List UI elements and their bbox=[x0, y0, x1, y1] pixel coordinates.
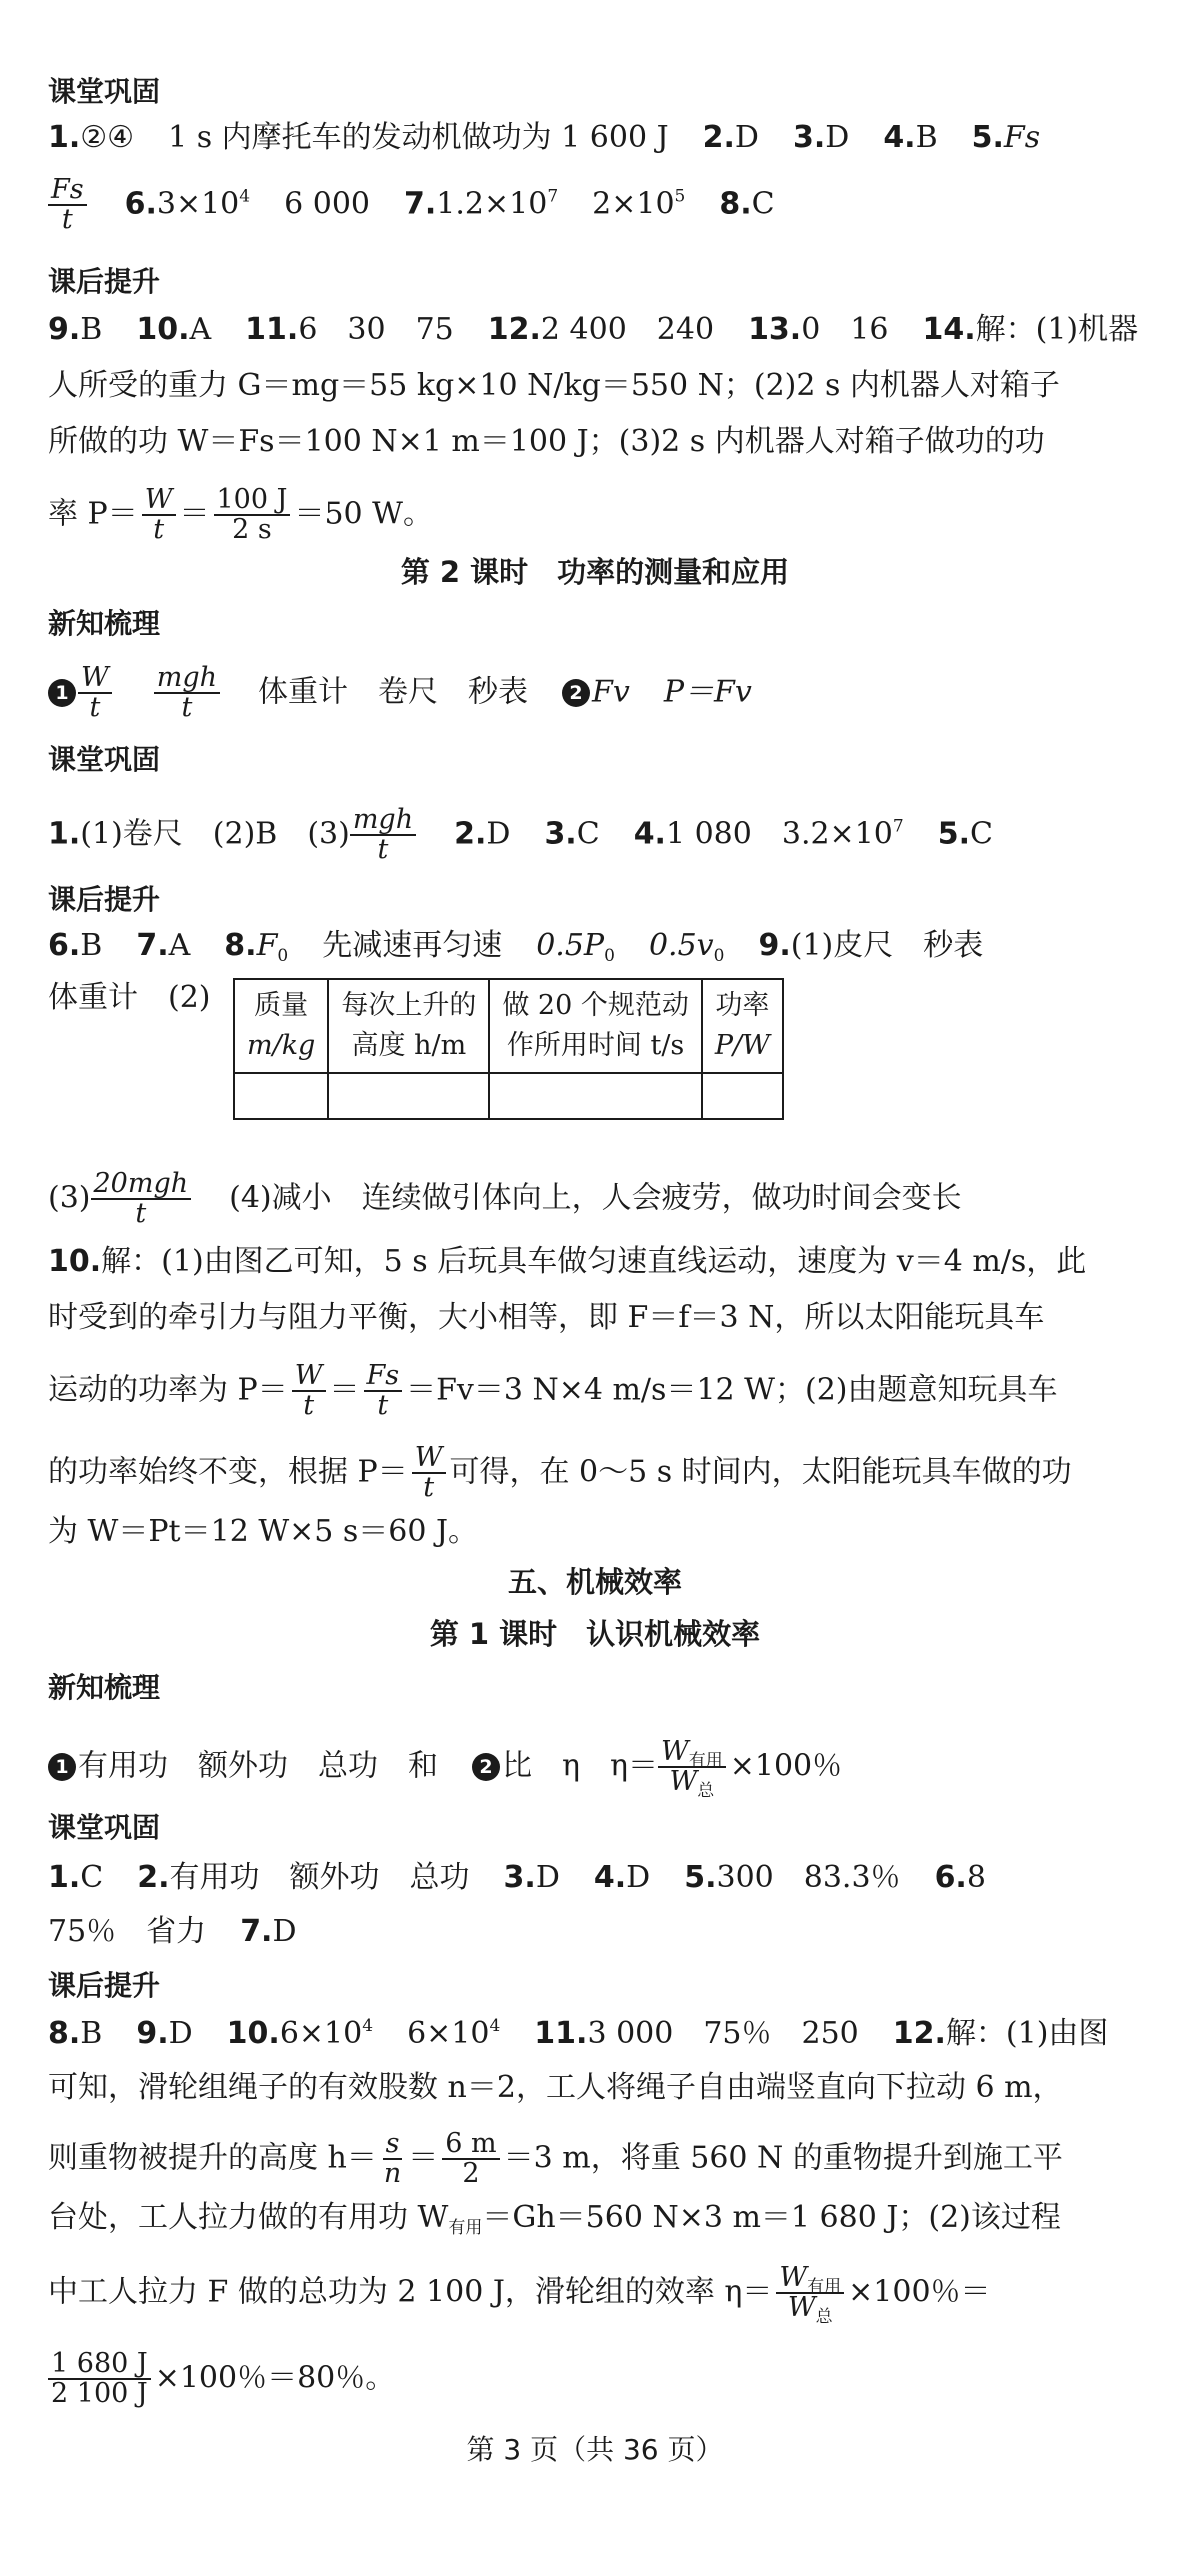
answer-line: $\frac{Fs}{t}$ $6.3\times 10^4$ 6 000 $7.1.2\times 10^7$ $2\times 10^5$ 8.C bbox=[48, 176, 775, 235]
data-table bbox=[233, 978, 784, 1120]
section-heading-new: 新知梳理 bbox=[48, 607, 161, 640]
answer-line: 10.解：(1)由图乙可知，5 s 后玩具车做匀速直线运动，速度为 v＝4 m/s，此 bbox=[48, 1244, 1087, 1279]
lesson-title: 第 2 课时 功率的测量和应用 bbox=[400, 555, 790, 589]
lesson-title: 第 1 课时 认识机械效率 bbox=[429, 1617, 761, 1651]
table-header-cell: 每次上升的 高度 h/m bbox=[328, 979, 489, 1073]
table-cell bbox=[489, 1073, 702, 1119]
answer-line: 9.B 10.A 11.6 30 75 12.2 400 240 13.0 16 14.解：(1)机器 bbox=[48, 312, 1139, 347]
table-cell bbox=[328, 1073, 489, 1119]
answer-line: (3) 20mgh t (4)减小 连续做引体向上，人会疲劳，做功时间会变长 bbox=[48, 1168, 962, 1230]
page-footer: 第 3 页（共 36 页） bbox=[466, 2433, 724, 2466]
answer-line: 1.(1)卷尺 (2)B (3) mgh t 2.D 3.C 4.1 080 $3.2\times 10^7$ 5.C bbox=[48, 804, 993, 866]
table-header-cell: 功率 P/W bbox=[702, 979, 783, 1073]
answer-line: 1.②④ 1 s 内摩托车的发动机做功为 1 600 J 2.D 3.D 4.B 5.Fs bbox=[48, 120, 1041, 155]
answer-line: 1 有用功 额外功 总功 和 2 比 η η＝ $W_{有用}$ $W_总$ ×100％ bbox=[48, 1738, 842, 1797]
answer-line: 运动的功率为 P＝ $\frac{W}{t}$ ＝ $\frac{Fs}{t}$ ＝Fv＝3 N×4 m/s＝12 W；(2)由题意知玩具车 bbox=[48, 1360, 1058, 1422]
section-heading-new: 新知梳理 bbox=[48, 1671, 161, 1704]
section-heading-class: 课堂巩固 bbox=[48, 743, 161, 776]
answer-line: 体重计 (2) bbox=[48, 980, 211, 1015]
answer-line: 则重物被提升的高度 h＝ $\frac{s}{n}$ ＝ $\frac{6 m}{2}$ ＝3 m，将重 560 N 的重物提升到施工平 bbox=[48, 2128, 1063, 2190]
answer-line: $\frac{1 680 J}{2 100 J}$ ×100％＝80％。 bbox=[48, 2350, 395, 2409]
section-heading-class: 课堂巩固 bbox=[48, 1811, 161, 1844]
table-header-row bbox=[234, 979, 783, 1073]
answer-line: 1 $\frac{W}{t}$ mgh t 体重计 卷尺 秒表 2 Fv P＝Fv bbox=[48, 664, 752, 723]
answer-line: 时受到的牵引力与阻力平衡，大小相等，即 F＝f＝3 N，所以太阳能玩具车 bbox=[48, 1300, 1045, 1335]
answer-line: 8.B 9.D $10.6\times 10^4$ $6\times 10^4$ 11.3 000 75％ 250 12.解：(1)由图 bbox=[48, 2016, 1109, 2051]
fraction: $\frac{Fs}{t}$ bbox=[48, 176, 87, 235]
table-cell bbox=[234, 1073, 328, 1119]
section-heading-after: 课后提升 bbox=[48, 883, 161, 916]
answer-line: 中工人拉力 F 做的总功为 2 100 J，滑轮组的效率 η＝ $W_{有用}$ $W_总$ ×100％＝ bbox=[48, 2262, 991, 2328]
chapter-title: 五、机械效率 bbox=[507, 1565, 682, 1599]
table-header-cell: 做 20 个规范动 作所用时间 t/s bbox=[489, 979, 702, 1073]
number-marker-icon: 2 bbox=[472, 1753, 500, 1781]
section-heading-after: 课后提升 bbox=[48, 265, 161, 298]
answer-line: 为 W＝Pt＝12 W×5 s＝60 J。 bbox=[48, 1514, 479, 1549]
answer-line: 可知，滑轮组绳子的有效股数 n＝2，工人将绳子自由端竖直向下拉动 6 m， bbox=[48, 2070, 1063, 2105]
number-marker-icon: 2 bbox=[562, 679, 590, 707]
answer-line: 1.C 2.有用功 额外功 总功 3.D 4.D 5.300 83.3％ 6.8 bbox=[48, 1860, 986, 1895]
answer-line: 75％ 省力 7.D bbox=[48, 1914, 297, 1949]
table-header-cell: 质量 m/kg bbox=[234, 979, 328, 1073]
table-row bbox=[234, 1073, 783, 1119]
section-heading-class: 课堂巩固 bbox=[48, 75, 161, 108]
answer-line: 台处，工人拉力做的有用功 $W_{有用}=Gh=560$ N×3 m＝1 680 J；(2)该过程 bbox=[48, 2200, 1061, 2238]
number-marker-icon: 1 bbox=[48, 1753, 76, 1781]
answer-line: 6.B 7.A $8.F_0$ 先减速再匀速 $0.5P_0$ $0.5v_0$ 9.(1)皮尺 秒表 bbox=[48, 928, 984, 966]
answer-line: 人所受的重力 G＝mg＝55 kg×10 N/kg＝550 N；(2)2 s 内机器人对箱子 bbox=[48, 368, 1060, 403]
number-marker-icon: 1 bbox=[48, 679, 76, 707]
table-cell bbox=[702, 1073, 783, 1119]
answer-line: 的功率始终不变，根据 P＝ $\frac{W}{t}$ 可得，在 0～5 s 时间内，太阳能玩具车做的功 bbox=[48, 1442, 1072, 1504]
answer-line: 所做的功 W＝Fs＝100 N×1 m＝100 J；(3)2 s 内机器人对箱子做功的功 bbox=[48, 424, 1045, 459]
answer-line: 率 P＝ $\frac{W}{t}$ ＝ $\frac{100 J}{2 s}$ ＝50 W。 bbox=[48, 484, 433, 546]
section-heading-after: 课后提升 bbox=[48, 1969, 161, 2002]
